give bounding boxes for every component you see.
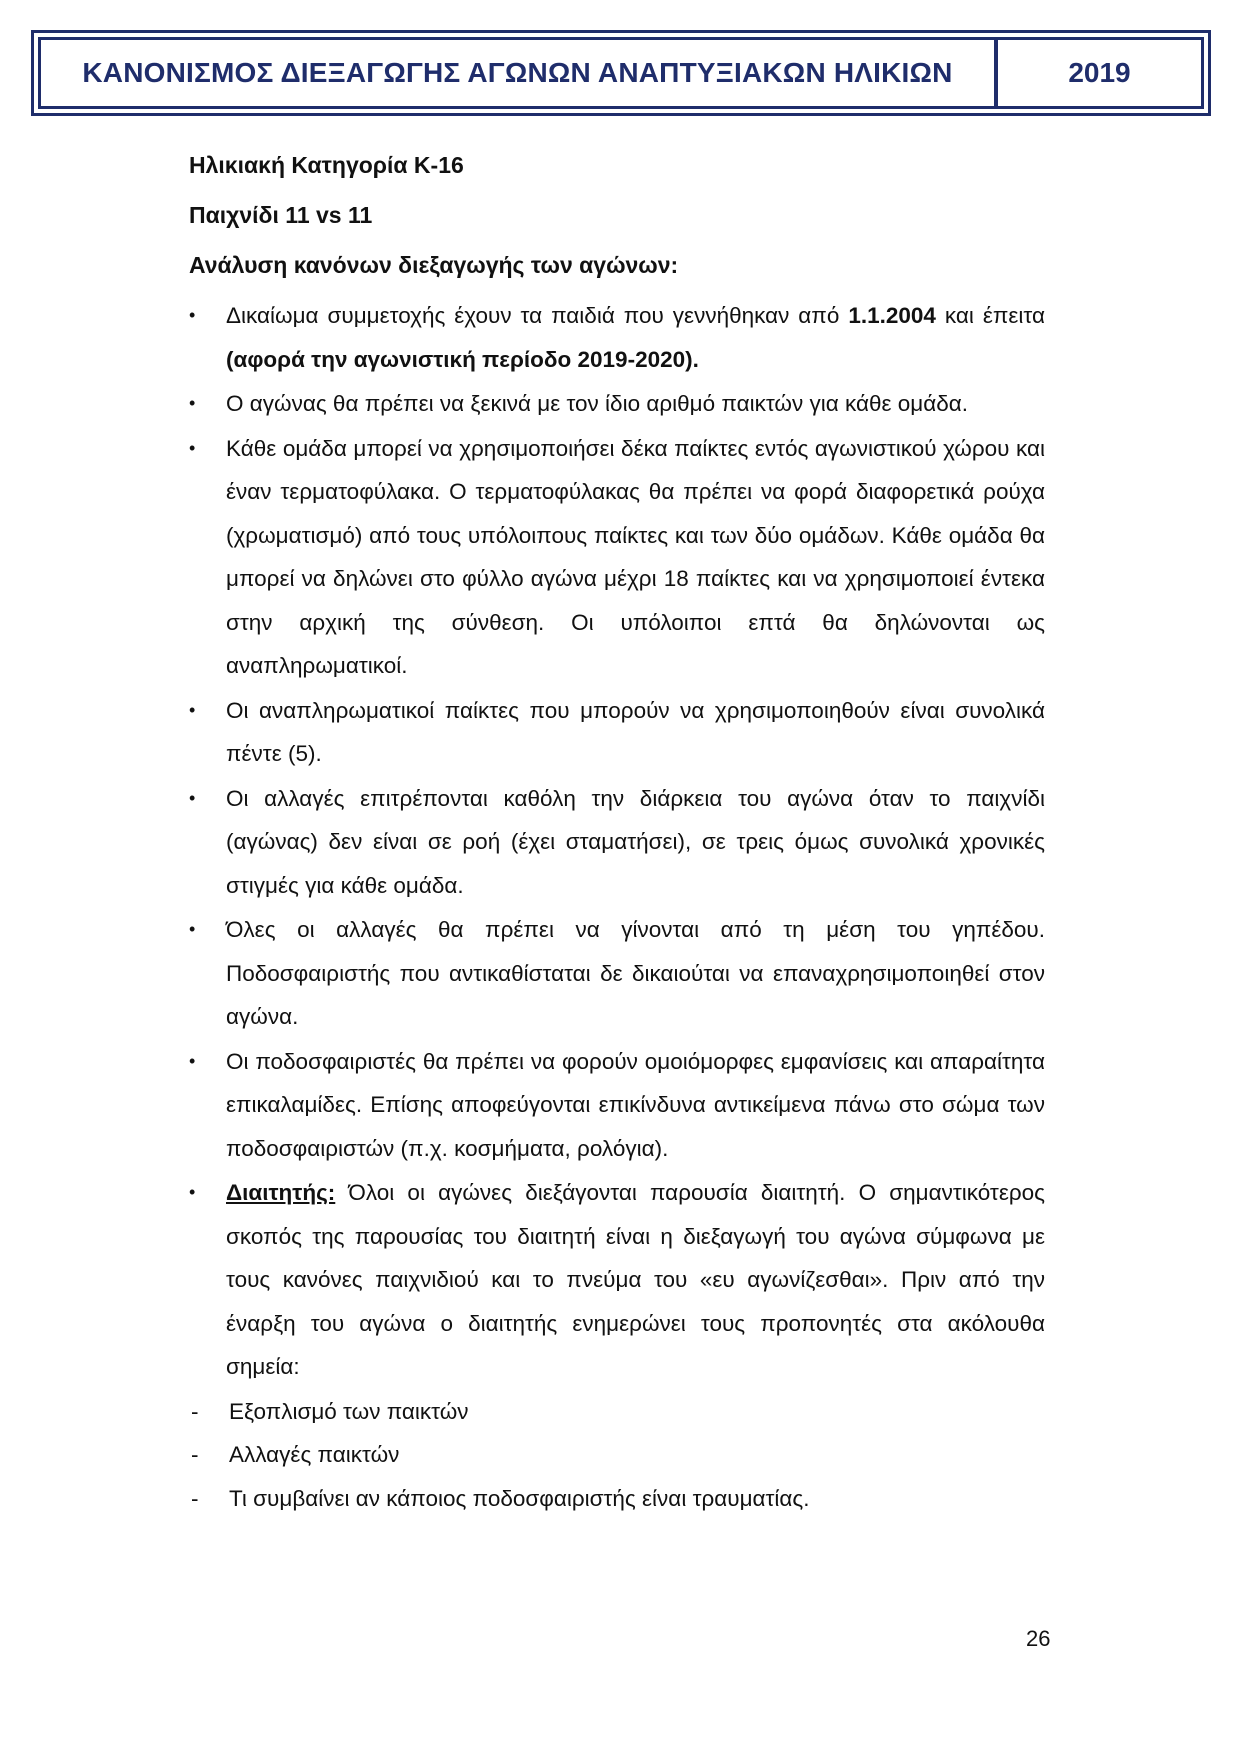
rule-uniforms-text: Οι ποδοσφαιριστές θα πρέπει να φορούν ομοιόμορφες εμφανίσεις και απαραίτητα επικαλαμίδες. Επίσης αποφεύγονται επικίνδυνα αντικείμενα πάνω στο σώμα των ποδοσφαιριστών (π.χ. κοσμήματα, ρολόγια). [226,1048,1045,1161]
bullet-icon: • [189,393,196,413]
rule-eligibility-text: Δικαίωμα συμμετοχής έχουν τα παιδιά που γεννήθηκαν από [226,303,849,328]
eligibility-season: (αφορά την αγωνιστική περίοδο 2019-2020). [226,346,699,372]
rule-substitution-location [189,908,1045,1039]
header-frame [38,37,1204,109]
eligibility-date: 1.1.2004 [848,303,936,328]
page-number: 26 [1026,1626,1051,1651]
briefing-item-substitutions [189,1433,1045,1477]
bullet-icon: • [189,787,196,808]
rule-referee-text: Όλοι οι αγώνες διεξάγονται παρουσία διαιτητή. Ο σημαντικότερος σκοπός της παρουσίας του διαιτητή είναι η διεξαγωγή του αγώνα σύμφωνα με τους κανόνες παιχνιδιού και το πνεύμα του «ευ αγωνίζεσθαι». Πριν από την έναρξη του αγώνα ο διαιτητής ενημερώνει τους προπονητές στα ακόλουθα σημεία: [226,1180,1045,1379]
rule-substitution-timing-text: Οι αλλαγές επιτρέπονται καθόλη την διάρκεια του αγώνα όταν το παιχνίδι (αγώνας) δεν είναι σε ροή (έχει σταματήσει), σε τρεις όμως συνολικά χρονικές στιγμές για κάθε ομάδα. [226,785,1045,898]
rule-substitutes-count-text: Οι αναπληρωματικοί παίκτες που μπορούν να χρησιμοποιηθούν είναι συνολικά πέντε (5). [226,697,1045,766]
age-category-heading: Ηλικιακή Κατηγορία Κ-16 [189,152,464,178]
bullet-icon: • [189,305,196,325]
header-year: 2019 [1068,57,1131,88]
briefing-item-equipment [189,1390,1045,1434]
rule-eligibility [189,294,1045,381]
rule-equal-players [189,382,1045,426]
page-body [189,140,1045,1520]
rule-squad-composition [189,427,1045,688]
bullet-icon: • [189,919,196,939]
bullet-icon: • [189,437,196,458]
briefing-item-label: Εξοπλισμό των παικτών [229,1398,469,1424]
bullet-icon: • [189,1182,196,1202]
rule-referee [189,1171,1045,1389]
rule-substitution-location-text: Όλες οι αλλαγές θα πρέπει να γίνονται από τη μέση του γηπέδου. Ποδοσφαιριστής που αντικαθίσταται δε δικαιούται να επαναχρησιμοποιηθεί στον αγώνα. [226,917,1045,1029]
rule-eligibility-text-2: και έπειτα [935,303,1045,328]
bullet-icon: • [189,699,196,720]
dash-icon: - [191,1398,199,1424]
referee-briefing-list [189,1390,1045,1521]
rule-squad-composition-text: Κάθε ομάδα μπορεί να χρησιμοποιήσει δέκα παίκτες εντός αγωνιστικού χώρου και έναν τερματοφύλακα. Ο τερματοφύλακας θα πρέπει να φορά διαφορετικά ρούχα (χρωματισμό) από τους υπόλοιπους παίκτες και των δύο ομάδων. Κάθε ομάδα θα μπορεί να δηλώνει στο φύλλο αγώνα μέχρι 18 παίκτες και να χρησιμοποιεί έντεκα στην αρχική της σύνθεση. Οι υπόλοιποι επτά θα δηλώνονται ως αναπληρωματικοί. [226,435,1045,678]
briefing-item-injury [189,1477,1045,1521]
referee-label: Διαιτητής: [226,1180,336,1205]
rules-analysis-heading: Ανάλυση κανόνων διεξαγωγής των αγώνων: [189,252,679,278]
briefing-item-label: Τι συμβαίνει αν κάποιος ποδοσφαιριστής είναι τραυματίας. [229,1485,810,1511]
rule-equal-players-text: Ο αγώνας θα πρέπει να ξεκινά με τον ίδιο αριθμό παικτών για κάθε ομάδα. [226,391,969,416]
dash-icon: - [191,1442,199,1467]
rule-substitution-timing [189,777,1045,908]
briefing-item-label: Αλλαγές παικτών [229,1442,400,1467]
document-header [31,30,1211,116]
rule-substitutes-count [189,689,1045,776]
rule-uniforms [189,1040,1045,1171]
dash-icon: - [191,1485,199,1511]
header-title: ΚΑΝΟΝΙΣΜΟΣ ΔΙΕΞΑΓΩΓΗΣ ΑΓΩΝΩΝ ΑΝΑΠΤΥΞΙΑΚΩΝ ΗΛΙΚΙΩΝ [41,40,998,106]
bullet-icon: • [189,1050,196,1071]
rules-list [189,294,1045,1389]
game-format-heading: Παιχνίδι 11 vs 11 [189,202,373,228]
